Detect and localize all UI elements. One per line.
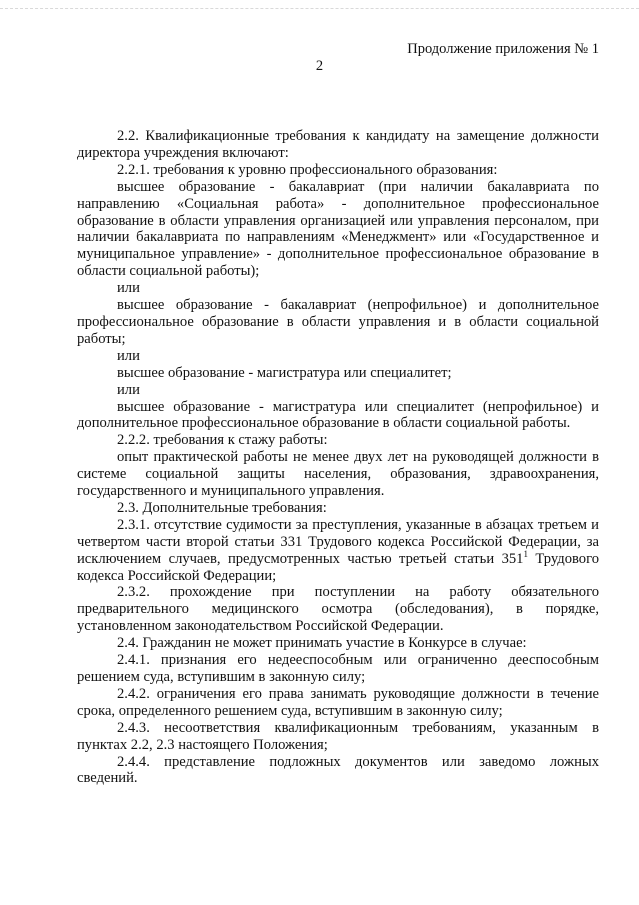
- paragraph-2-3-1-text: 2.3.1. отсутствие судимости за преступления, указанные в абзацах третьем и четвертом части второй статьи 331 Трудового кодекса Российской Федерации, за исключением случаев, предусмотренных частью третьей статьи 351: [77, 516, 599, 567]
- paragraph-or-2: или: [117, 347, 140, 364]
- article-superscript: 1: [523, 548, 528, 559]
- paragraph-2-4-4: 2.4.4. представление подложных документов или заведомо ложных сведений.: [77, 753, 599, 787]
- paragraph-2-4-1: 2.4.1. признания его недееспособным или ограниченно дееспособным решением суда, вступившим в законную силу;: [77, 652, 599, 685]
- paragraph-master-specialist: высшее образование - магистратура или специалитет;: [117, 364, 452, 381]
- paragraph-2-4-2: 2.4.2. ограничения его права занимать руководящие должности в течение срока, определенного решением суда, вступившим в законную силу;: [77, 685, 599, 719]
- paragraph-2-2-2: 2.2.2. требования к стажу работы:: [117, 432, 328, 449]
- paragraph-experience: опыт практической работы не менее двух лет на руководящей должности в системе социальной защиты населения, образования, здравоохранения, государственного и муниципального управления.: [77, 449, 599, 500]
- paragraph-2-4-3: 2.4.3. несоответствия квалификационным требованиям, указанным в пунктах 2.2, 2.3 настоящего Положения;: [77, 719, 599, 753]
- scan-edge-line: [0, 8, 639, 10]
- paragraph-2-2-1: 2.2.1. требования к уровню профессионального образования:: [117, 161, 498, 178]
- paragraph-2-3: 2.3. Дополнительные требования:: [117, 499, 327, 516]
- paragraph-bachelor-nonprofile: высшее образование - бакалавриат (непрофильное) и дополнительное профессиональное образование в области управления и в области социальной работы;: [77, 297, 599, 347]
- paragraph-master-nonprofile: высшее образование - магистратура или специалитет (непрофильное) и дополнительное профессиональное образование в области социальной работы.: [77, 398, 599, 432]
- paragraph-bachelor-option: высшее образование - бакалавриат (при наличии бакалавриата по направлению «Социальная работа» - дополнительное профессиональное образование в области управления организацией или управления персоналом, при наличии бакалавриата по направлениям «Менеджмент» или «Государственное и муниципальное управление» - дополнительное профессиональное образование в области социальной работы);: [77, 178, 599, 280]
- paragraph-2-3-1-tail: Трудового кодекса Российской Федерации;: [77, 550, 600, 584]
- paragraph-2-3-1: [77, 517, 599, 585]
- paragraph-2-4: 2.4. Гражданин не может принимать участие в Конкурсе в случае:: [117, 635, 527, 652]
- appendix-continuation-note: Продолжение приложения № 1: [407, 41, 599, 57]
- paragraph-or-1: или: [117, 280, 140, 297]
- document-body: [77, 128, 599, 787]
- page-number: 2: [315, 58, 324, 74]
- paragraph-2-3-2: 2.3.2. прохождение при поступлении на работу обязательного предварительного медицинского осмотра (обследования), в порядке, установленном законодательством Российской Федерации.: [77, 584, 599, 635]
- paragraph-2-2: 2.2. Квалификационные требования к кандидату на замещение должности директора учреждения включают:: [77, 128, 599, 161]
- paragraph-or-3: или: [117, 381, 140, 398]
